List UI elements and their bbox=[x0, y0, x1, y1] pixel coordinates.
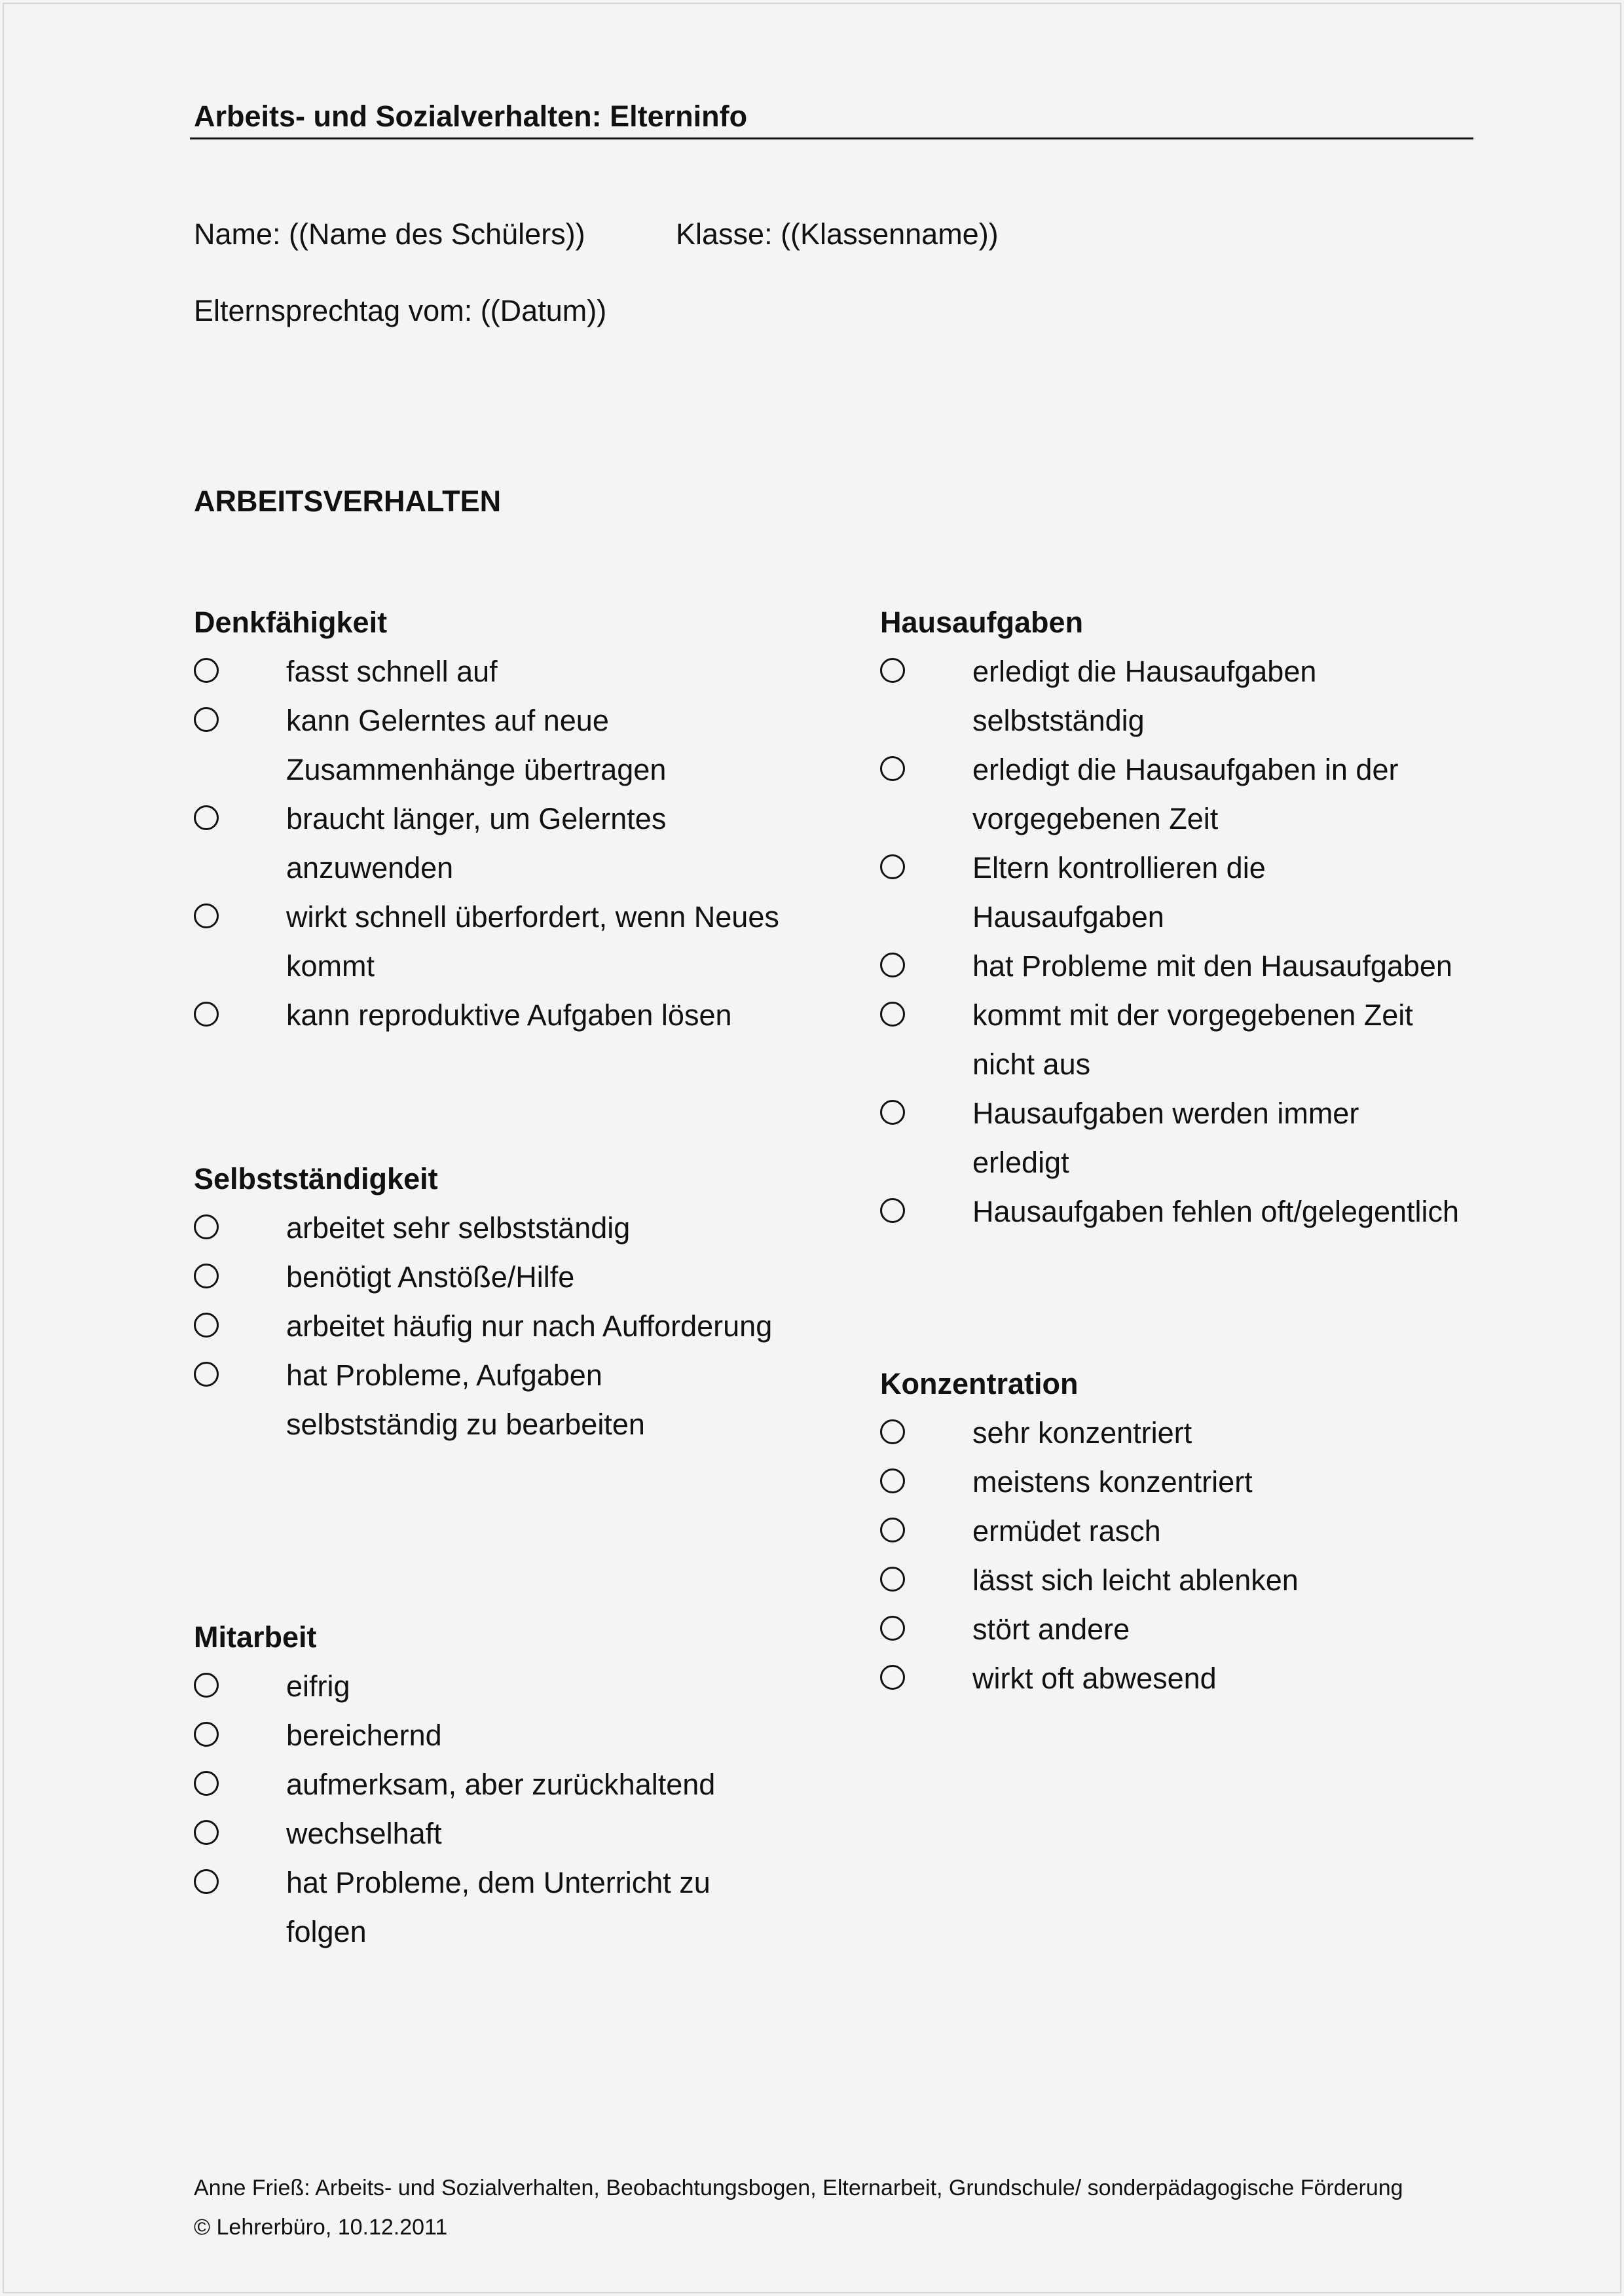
radio-circle-icon[interactable] bbox=[194, 1820, 219, 1845]
checklist-item bbox=[880, 1605, 1483, 1654]
document-title: Arbeits- und Sozialverhalten: Elterninfo bbox=[194, 100, 748, 133]
group-heading: Denkfähigkeit bbox=[194, 606, 388, 639]
checklist-item bbox=[194, 1858, 777, 1956]
radio-circle-icon[interactable] bbox=[194, 1313, 219, 1338]
radio-circle-icon[interactable] bbox=[880, 1567, 905, 1592]
item-label: Eltern kontrollieren die Hausaufgaben bbox=[972, 851, 1266, 934]
radio-circle-icon[interactable] bbox=[880, 1419, 905, 1444]
radio-circle-icon[interactable] bbox=[880, 1198, 905, 1223]
radio-circle-icon[interactable] bbox=[194, 903, 219, 928]
item-label: braucht länger, um Gelerntes anzuwenden bbox=[286, 802, 667, 884]
footer-copyright: © Lehrerbüro, 10.12.2011 bbox=[194, 2215, 448, 2240]
radio-circle-icon[interactable] bbox=[880, 1616, 905, 1641]
item-label: lässt sich leicht ablenken bbox=[972, 1563, 1299, 1597]
item-label: arbeitet sehr selbstständig bbox=[286, 1211, 631, 1245]
item-label: Hausaufgaben fehlen oft/gelegentlich bbox=[972, 1195, 1460, 1228]
checklist-item bbox=[194, 1809, 777, 1858]
item-label: arbeitet häufig nur nach Aufforderung bbox=[286, 1309, 773, 1343]
checklist-item bbox=[880, 1506, 1483, 1556]
checklist-item bbox=[880, 1408, 1483, 1457]
group-konzentration bbox=[880, 1359, 1483, 1703]
item-label: eifrig bbox=[286, 1669, 350, 1703]
radio-circle-icon[interactable] bbox=[880, 1468, 905, 1493]
group-selbststaendigkeit bbox=[194, 1154, 777, 1449]
checklist-item bbox=[880, 647, 1483, 745]
checklist-item bbox=[880, 991, 1483, 1089]
checklist-item bbox=[880, 1187, 1483, 1236]
radio-circle-icon[interactable] bbox=[194, 707, 219, 732]
checklist-item bbox=[194, 696, 822, 794]
radio-circle-icon[interactable] bbox=[194, 1214, 219, 1239]
radio-circle-icon[interactable] bbox=[880, 953, 905, 977]
item-label: kommt mit der vorgegebenen Zeit nicht aus bbox=[972, 998, 1413, 1081]
item-label: wirkt schnell überfordert, wenn Neues kommt bbox=[286, 900, 779, 983]
group-heading: Selbstständigkeit bbox=[194, 1162, 438, 1195]
class-name-field: Klasse: ((Klassenname)) bbox=[676, 217, 999, 251]
student-name-field: Name: ((Name des Schülers)) bbox=[194, 217, 585, 251]
checklist-item bbox=[194, 794, 822, 892]
radio-circle-icon[interactable] bbox=[880, 1100, 905, 1125]
item-label: erledigt die Hausaufgaben selbstständig bbox=[972, 655, 1317, 737]
radio-circle-icon[interactable] bbox=[194, 1362, 219, 1387]
group-mitarbeit bbox=[194, 1613, 777, 1956]
item-label: bereichernd bbox=[286, 1719, 442, 1752]
group-heading: Mitarbeit bbox=[194, 1620, 317, 1654]
radio-circle-icon[interactable] bbox=[194, 1673, 219, 1698]
item-label: sehr konzentriert bbox=[972, 1416, 1192, 1449]
item-label: aufmerksam, aber zurückhaltend bbox=[286, 1768, 716, 1801]
radio-circle-icon[interactable] bbox=[194, 805, 219, 830]
radio-circle-icon[interactable] bbox=[880, 1665, 905, 1690]
checklist-item bbox=[194, 1351, 777, 1449]
checklist-item bbox=[880, 843, 1483, 941]
item-label: kann reproduktive Aufgaben lösen bbox=[286, 998, 732, 1032]
radio-circle-icon[interactable] bbox=[194, 1869, 219, 1894]
radio-circle-icon[interactable] bbox=[194, 1264, 219, 1288]
checklist-item bbox=[194, 1203, 777, 1252]
footer-credits: Anne Frieß: Arbeits- und Sozialverhalten, Beobachtungsbogen, Elternarbeit, Grundschule/ sonderpädagogische Förderung bbox=[194, 2176, 1403, 2200]
checklist-item bbox=[194, 892, 822, 991]
item-label: benötigt Anstöße/Hilfe bbox=[286, 1260, 575, 1294]
radio-circle-icon[interactable] bbox=[194, 1722, 219, 1747]
item-label: hat Probleme mit den Hausaufgaben bbox=[972, 949, 1452, 983]
item-label: ermüdet rasch bbox=[972, 1514, 1161, 1548]
item-label: wirkt oft abwesend bbox=[972, 1662, 1217, 1695]
radio-circle-icon[interactable] bbox=[194, 658, 219, 683]
checklist-item bbox=[880, 1556, 1483, 1605]
checklist-item bbox=[194, 1252, 777, 1302]
group-denkfaehigkeit bbox=[194, 598, 822, 1040]
checklist-item bbox=[194, 991, 822, 1040]
checklist-item bbox=[880, 1457, 1483, 1506]
group-hausaufgaben bbox=[880, 598, 1483, 1236]
checklist-item bbox=[880, 1089, 1483, 1187]
checklist-item bbox=[194, 1760, 777, 1809]
item-label: fasst schnell auf bbox=[286, 655, 498, 688]
title-underline bbox=[190, 137, 1473, 139]
group-heading: Konzentration bbox=[880, 1367, 1079, 1400]
radio-circle-icon[interactable] bbox=[880, 1518, 905, 1542]
item-label: Hausaufgaben werden immer erledigt bbox=[972, 1097, 1359, 1179]
radio-circle-icon[interactable] bbox=[880, 854, 905, 879]
checklist-item bbox=[880, 941, 1483, 991]
checklist-item bbox=[194, 1711, 777, 1760]
checklist-item bbox=[194, 1302, 777, 1351]
checklist-item bbox=[194, 647, 822, 696]
group-heading: Hausaufgaben bbox=[880, 606, 1084, 639]
parent-day-date-field: Elternsprechtag vom: ((Datum)) bbox=[194, 294, 607, 327]
checklist-item bbox=[880, 1654, 1483, 1703]
radio-circle-icon[interactable] bbox=[880, 756, 905, 781]
item-label: wechselhaft bbox=[286, 1817, 442, 1850]
checklist-item bbox=[194, 1662, 777, 1711]
item-label: kann Gelerntes auf neue Zusammenhänge übertragen bbox=[286, 704, 667, 786]
radio-circle-icon[interactable] bbox=[194, 1771, 219, 1796]
item-label: hat Probleme, Aufgaben selbstständig zu bearbeiten bbox=[286, 1358, 645, 1441]
radio-circle-icon[interactable] bbox=[880, 658, 905, 683]
item-label: meistens konzentriert bbox=[972, 1465, 1253, 1499]
item-label: hat Probleme, dem Unterricht zu folgen bbox=[286, 1866, 710, 1948]
radio-circle-icon[interactable] bbox=[194, 1002, 219, 1027]
checklist-item bbox=[880, 745, 1483, 843]
item-label: stört andere bbox=[972, 1613, 1130, 1646]
section-title-arbeitsverhalten: ARBEITSVERHALTEN bbox=[194, 484, 502, 518]
item-label: erledigt die Hausaufgaben in der vorgegebenen Zeit bbox=[972, 753, 1399, 835]
radio-circle-icon[interactable] bbox=[880, 1002, 905, 1027]
